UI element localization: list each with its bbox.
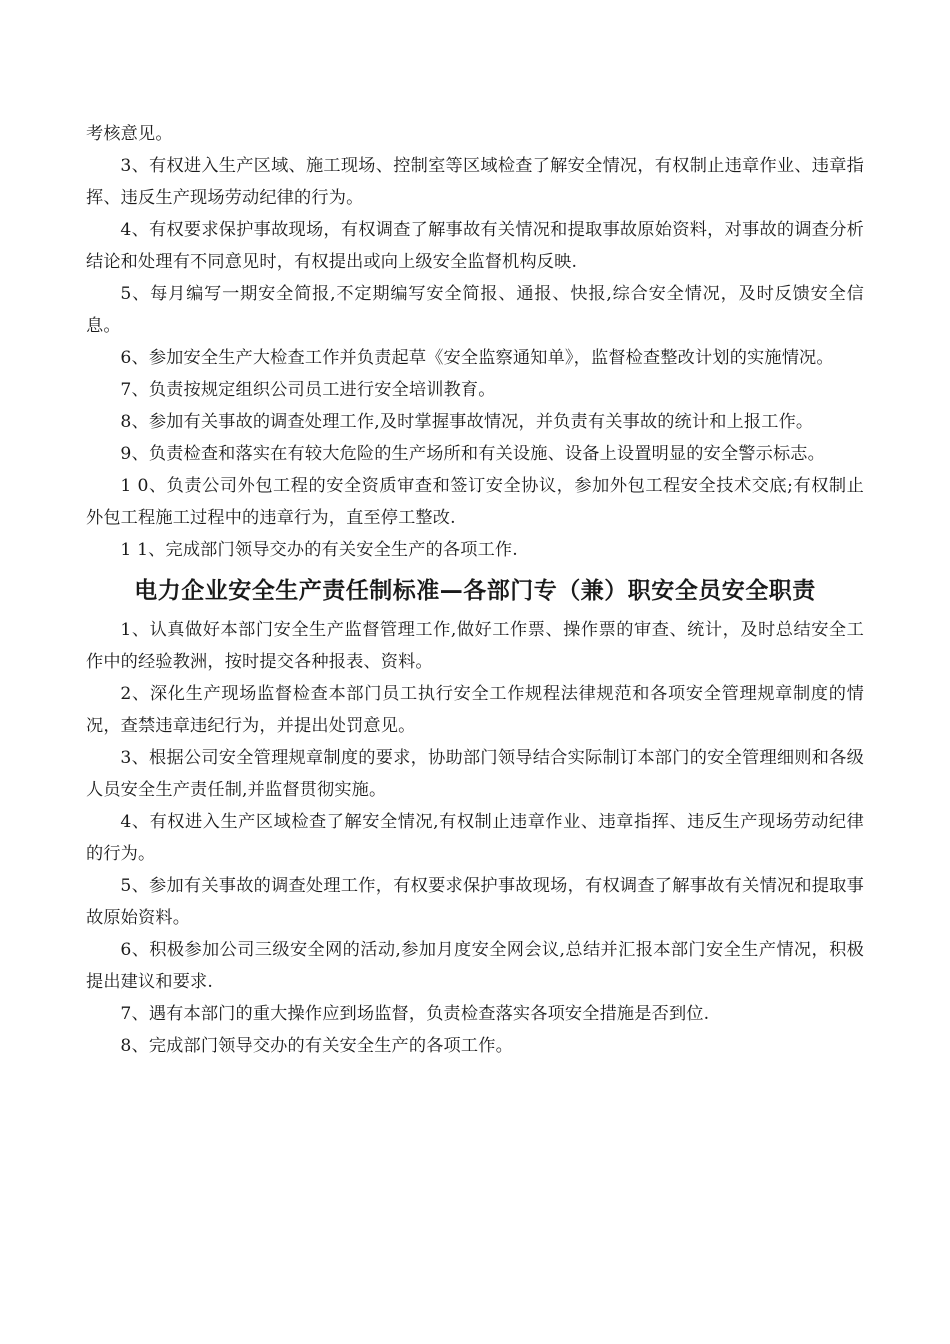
duty-item-8: 8、参加有关事故的调查处理工作,及时掌握事故情况，并负责有关事故的统计和上报工作。 bbox=[120, 412, 814, 432]
duty-item-5: 5、每月编写一期安全简报,不定期编写安全简报、通报、快报,综合安全情况，及时反馈安全信息。 bbox=[86, 284, 864, 336]
safety-officer-duty-6: 6、积极参加公司三级安全网的活动,参加月度安全网会议,总结并汇报本部门安全生产情况，积极提出建议和要求. bbox=[86, 940, 864, 992]
safety-officer-duty-4: 4、有权进入生产区域检查了解安全情况,有权制止违章作业、违章指挥、违反生产现场劳动纪律的行为。 bbox=[86, 812, 864, 864]
duty-item-6: 6、参加安全生产大检查工作并负责起草《安全监察通知单》，监督检查整改计划的实施情况。 bbox=[120, 348, 834, 368]
section-title: 电力企业安全生产责任制标准—各部门专（兼）职安全员安全职责 bbox=[134, 578, 816, 604]
duty-item-3: 3、有权进入生产区域、施工现场、控制室等区域检查了解安全情况，有权制止违章作业、违章指挥、违反生产现场劳动纪律的行为。 bbox=[86, 156, 864, 208]
safety-officer-duty-3: 3、根据公司安全管理规章制度的要求，协助部门领导结合实际制订本部门的安全管理细则和各级人员安全生产责任制,并监督贯彻实施。 bbox=[86, 748, 864, 800]
document-page bbox=[86, 118, 864, 1062]
safety-officer-duty-1: 1、认真做好本部门安全生产监督管理工作,做好工作票、操作票的审查、统计，及时总结安全工作中的经验教洲，按时提交各种报表、资料。 bbox=[86, 620, 864, 672]
continued-paragraph: 考核意见。 bbox=[86, 124, 173, 144]
duty-item-7: 7、负责按规定组织公司员工进行安全培训教育。 bbox=[120, 380, 496, 400]
duty-item-11: 1 1、完成部门领导交办的有关安全生产的各项工作. bbox=[120, 540, 518, 560]
duty-item-4: 4、有权要求保护事故现场，有权调查了解事故有关情况和提取事故原始资料，对事故的调查分析结论和处理有不同意见时，有权提出或向上级安全监督机构反映. bbox=[86, 220, 864, 272]
duty-item-10: 1 0、负责公司外包工程的安全资质审查和签订安全协议，参加外包工程安全技术交底;有权制止外包工程施工过程中的违章行为，直至停工整改. bbox=[86, 476, 864, 528]
safety-officer-duty-5: 5、参加有关事故的调查处理工作，有权要求保护事故现场，有权调查了解事故有关情况和提取事故原始资料。 bbox=[86, 876, 864, 928]
safety-officer-duty-7: 7、遇有本部门的重大操作应到场监督，负责检查落实各项安全措施是否到位. bbox=[120, 1004, 710, 1024]
duty-item-9: 9、负责检查和落实在有较大危险的生产场所和有关设施、设备上设置明显的安全警示标志。 bbox=[120, 444, 825, 464]
safety-officer-duty-2: 2、深化生产现场监督检查本部门员工执行安全工作规程法律规范和各项安全管理规章制度的情况，查禁违章违纪行为，并提出处罚意见。 bbox=[86, 684, 864, 736]
safety-officer-duty-8: 8、完成部门领导交办的有关安全生产的各项工作。 bbox=[120, 1036, 513, 1056]
